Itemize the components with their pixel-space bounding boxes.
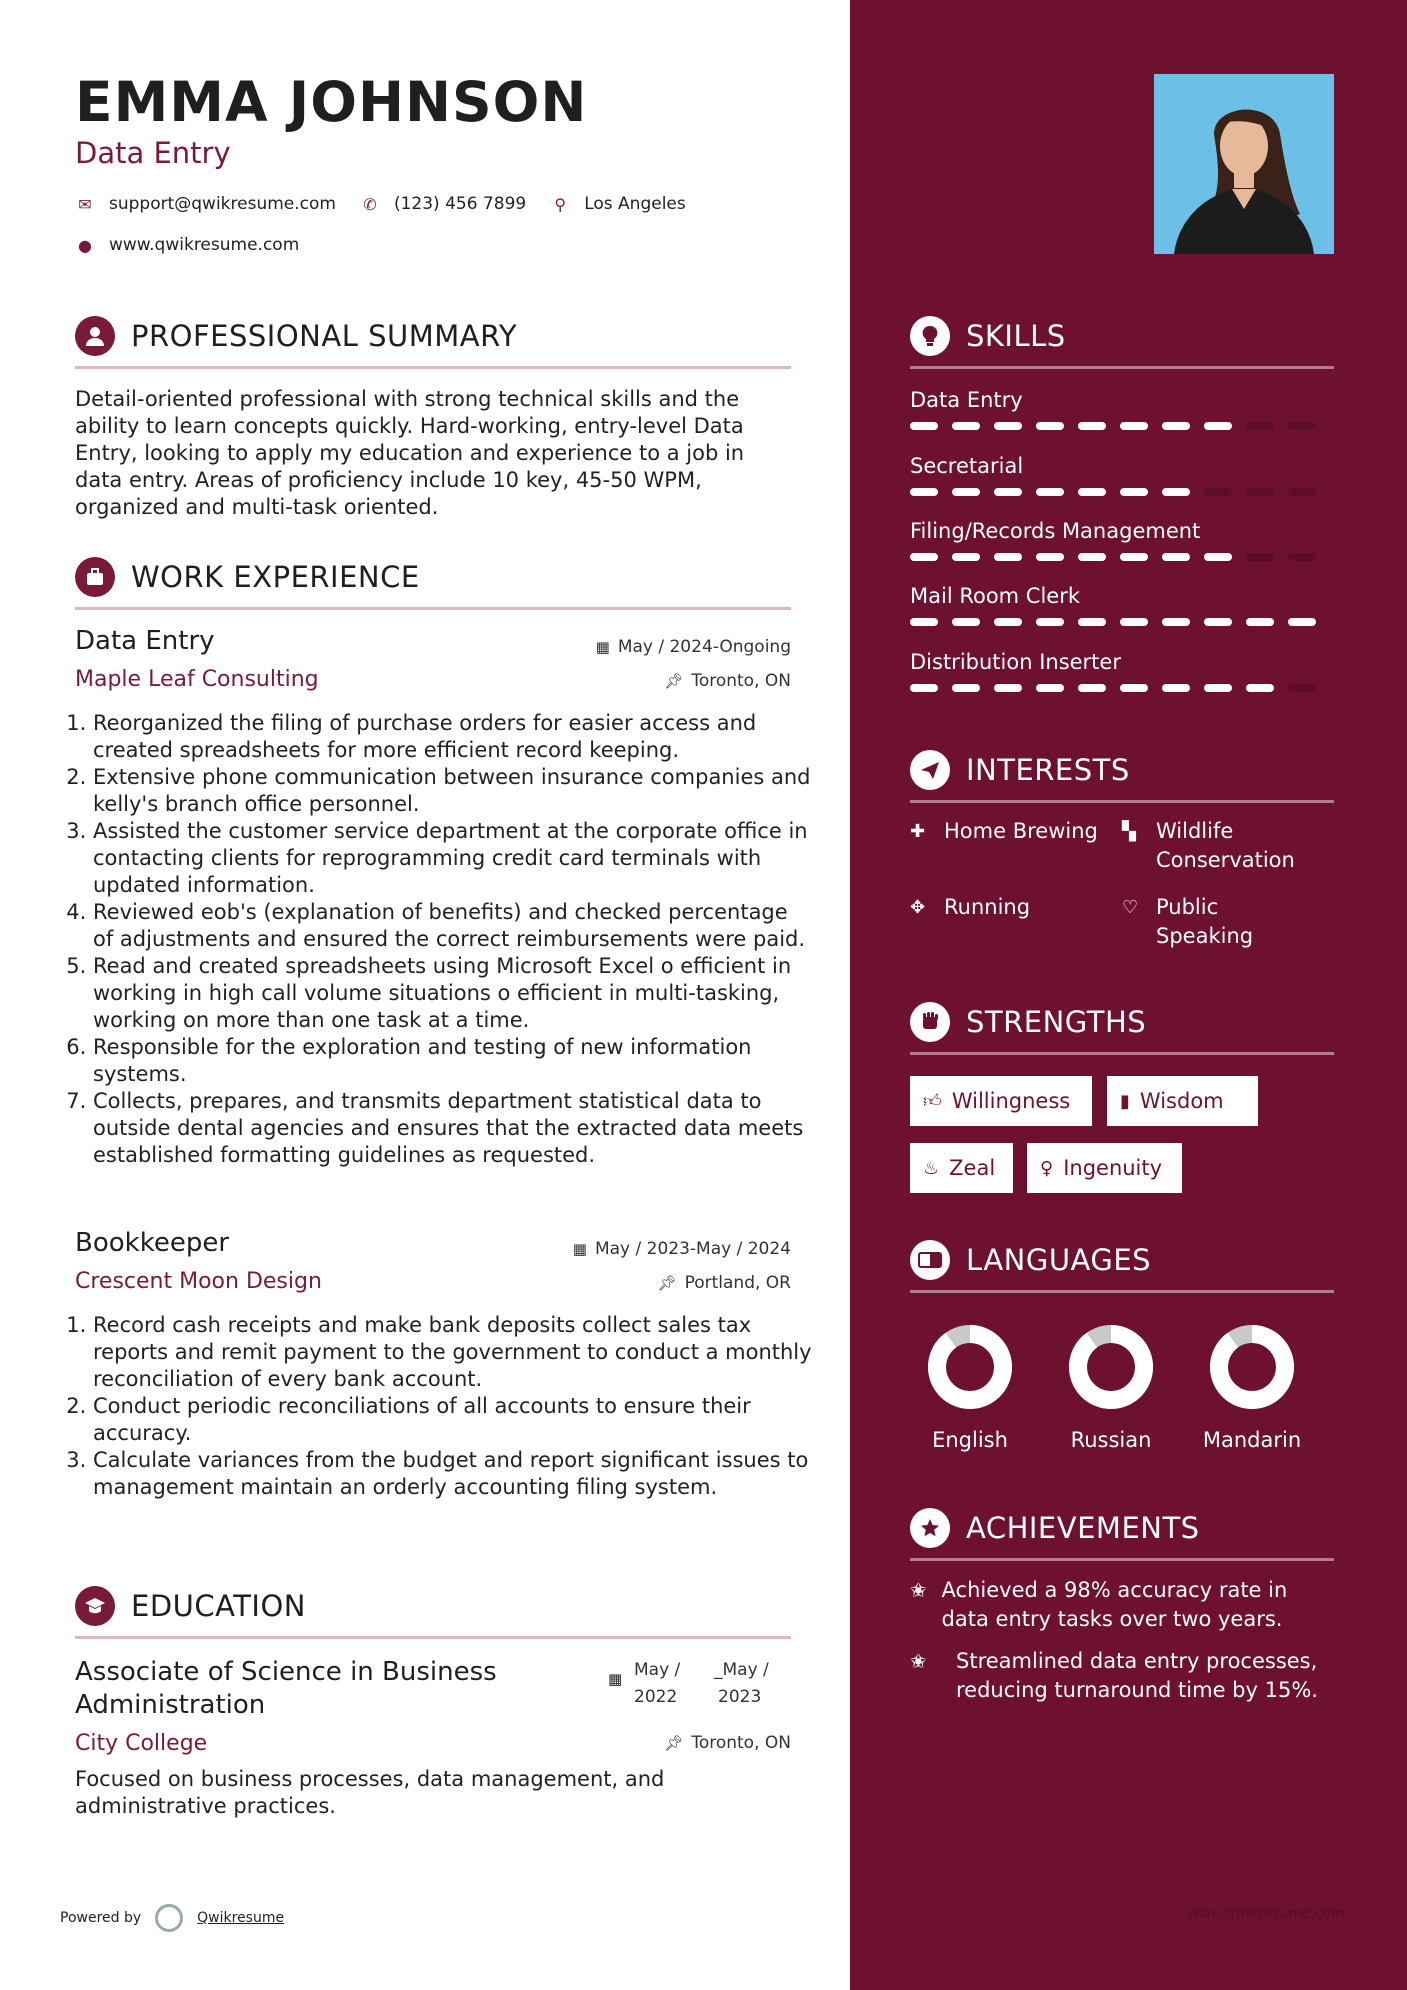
skill-level-dash	[952, 618, 980, 626]
calendar-icon: ▦	[595, 638, 610, 656]
summary-text: Detail-oriented professional with strong technical skills and the ability to learn concepts quickly. Hard-working, entry-level Data Entry, looking to apply my education and experience to a job in data entry. Areas of proficiency include 10 key, 45-50 WPM, organized and multi-task oriented.	[75, 387, 745, 519]
interest-label: Wildlife Conservation	[1156, 819, 1295, 872]
achievements-section-header	[910, 1508, 1334, 1561]
interest-item	[1122, 817, 1332, 875]
achievement-item	[910, 1647, 1340, 1705]
language-item	[1182, 1322, 1322, 1452]
education-section-header	[75, 1586, 791, 1639]
phone: (123) 456 7899	[393, 194, 527, 214]
job-title: Bookkeeper	[75, 1228, 230, 1258]
skill-level-dash	[1078, 488, 1106, 496]
footer-site: www.qwikresume.com	[1188, 1906, 1345, 1922]
strength-label: Zeal	[949, 1156, 996, 1180]
star-icon: ✬	[910, 1578, 927, 1602]
job-location-text: Toronto, ON	[691, 671, 791, 691]
section-divider	[75, 607, 791, 610]
strength-tag	[1027, 1143, 1182, 1193]
award-star-icon	[910, 1508, 950, 1548]
skill-level-bar	[910, 553, 1334, 561]
list-item: 5. Read and created spreadsheets using Microsoft Excel o efficient in working in high call volume situations o efficient in multi-tasking, working on more than one task at a time.	[93, 953, 813, 1034]
skill-level-dash	[1204, 422, 1232, 430]
job-location	[664, 671, 791, 691]
edu-end-line-2: 2023	[718, 1687, 762, 1707]
section-divider	[910, 1558, 1334, 1561]
list-item: 4. Reviewed eob's (explanation of benefits) and checked percentage of adjustments and ensured the correct reimbursements were paid.	[93, 899, 813, 953]
strength-tag	[1107, 1076, 1258, 1126]
job-company: Maple Leaf Consulting	[75, 667, 319, 692]
calendar-icon: ▦	[608, 1670, 623, 1688]
skill-name: Filing/Records Management	[910, 519, 1201, 543]
pin-icon: 📌︎	[657, 1274, 677, 1292]
skill-level-dash	[952, 684, 980, 692]
skill-level-bar	[910, 488, 1334, 496]
skill-level-dash	[1036, 553, 1064, 561]
book-icon: ▮	[1120, 1090, 1130, 1112]
edu-description: Focused on business processes, data management, and administrative practices.	[75, 1767, 665, 1818]
strength-label: Willingness	[951, 1089, 1071, 1113]
summary-section-header	[75, 316, 791, 369]
achievement-text: Achieved a 98% accuracy rate in data entry tasks over two years.	[941, 1578, 1288, 1631]
skill-level-dash	[1204, 488, 1232, 496]
skill-level-dash	[994, 553, 1022, 561]
language-name: Russian	[1070, 1428, 1152, 1452]
language-level-donut	[1066, 1322, 1156, 1412]
skill-item	[910, 519, 1334, 561]
strengths-title: STRENGTHS	[966, 1005, 1147, 1039]
degree: Associate of Science in Business Administration	[75, 1657, 497, 1720]
list-item: 7. Collects, prepares, and transmits department statistical data to outside dental agencies and ensures that the extracted data meets established formatting guidelines as requested.	[93, 1088, 813, 1169]
skill-level-dash	[1246, 684, 1274, 692]
list-item: 6. Responsible for the exploration and testing of new information systems.	[93, 1034, 813, 1088]
interest-label: Running	[944, 895, 1031, 919]
edu-location-text: Toronto, ON	[691, 1733, 791, 1753]
education-title: EDUCATION	[131, 1589, 307, 1623]
skill-level-dash	[1120, 684, 1148, 692]
language-name: English	[932, 1428, 1008, 1452]
language-icon	[910, 1240, 950, 1280]
footer	[60, 1904, 284, 1932]
location: Los Angeles	[584, 194, 686, 214]
skill-level-dash	[1162, 422, 1190, 430]
skill-item	[910, 454, 1334, 496]
achievement-text: Streamlined data entry processes, reducing turnaround time by 15%.	[956, 1649, 1318, 1702]
strength-label: Ingenuity	[1063, 1156, 1163, 1180]
list-item: 3. Calculate variances from the budget and report significant issues to management maintain an orderly accounting filing system.	[93, 1447, 813, 1501]
skills-section-header	[910, 316, 1334, 369]
skill-level-dash	[1078, 422, 1106, 430]
skill-level-dash	[1204, 618, 1232, 626]
edu-end-date	[714, 1657, 769, 1711]
lightbulb-icon: ♀	[1040, 1157, 1054, 1179]
qwikresume-logo-icon	[155, 1904, 183, 1932]
phone-icon: ✆	[363, 194, 377, 214]
skill-level-dash	[1246, 422, 1274, 430]
job-date	[596, 637, 791, 657]
skill-name: Mail Room Clerk	[910, 584, 1081, 608]
skill-level-dash	[1162, 488, 1190, 496]
fire-icon: ♨	[923, 1157, 940, 1179]
pin-icon: 📌︎	[664, 1734, 684, 1752]
skill-level-dash	[1246, 553, 1274, 561]
user-icon	[75, 316, 115, 356]
skill-level-dash	[1036, 488, 1064, 496]
skill-level-dash	[1120, 618, 1148, 626]
skills-title: SKILLS	[966, 319, 1066, 353]
skill-level-dash	[994, 488, 1022, 496]
language-item	[1041, 1322, 1181, 1452]
summary-title: PROFESSIONAL SUMMARY	[131, 319, 518, 353]
skill-level-dash	[994, 422, 1022, 430]
section-divider	[910, 1290, 1334, 1293]
skill-level-dash	[1204, 684, 1232, 692]
list-item: 1. Reorganized the filing of purchase orders for easier access and created spreadsheets for more efficient record keeping.	[93, 710, 813, 764]
candidate-name: EMMA JOHNSON	[75, 70, 588, 134]
experience-section-header	[75, 557, 791, 610]
strength-label: Wisdom	[1139, 1089, 1224, 1113]
school: City College	[75, 1731, 208, 1756]
language-level-donut	[1207, 1322, 1297, 1412]
job-bullets	[75, 710, 813, 1169]
skill-level-dash	[1288, 488, 1316, 496]
website-row	[75, 235, 323, 255]
skill-level-dash	[1288, 684, 1316, 692]
pin-icon: 📌︎	[664, 672, 684, 690]
section-divider	[910, 800, 1334, 803]
skill-level-dash	[1162, 684, 1190, 692]
strength-tag	[910, 1143, 1013, 1193]
achievement-item	[910, 1576, 1340, 1634]
skill-level-dash	[952, 553, 980, 561]
job-title: Data Entry	[75, 626, 215, 656]
interest-label: Home Brewing	[944, 819, 1098, 843]
brand-link[interactable]: Qwikresume	[197, 1910, 285, 1926]
edu-location	[664, 1733, 791, 1753]
candidate-role: Data Entry	[75, 136, 231, 170]
lightbulb-icon	[910, 316, 950, 356]
skill-level-dash	[994, 684, 1022, 692]
contact-row	[75, 194, 710, 214]
skill-level-dash	[952, 488, 980, 496]
envelope-icon: ✉	[78, 194, 92, 214]
skill-level-dash	[1120, 553, 1148, 561]
interest-item	[910, 817, 1110, 846]
puzzle-icon: ✚	[910, 821, 926, 842]
section-divider	[75, 366, 791, 369]
skill-level-dash	[1078, 684, 1106, 692]
skill-level-bar	[910, 422, 1334, 430]
skill-level-dash	[1288, 553, 1316, 561]
skill-level-dash	[1246, 618, 1274, 626]
fist-icon	[910, 1002, 950, 1042]
languages-section-header	[910, 1240, 1334, 1293]
skill-item	[910, 650, 1334, 692]
puzzle-icon: ▚	[1122, 821, 1136, 842]
skill-level-dash	[1204, 553, 1232, 561]
graduation-icon	[75, 1586, 115, 1626]
interests-title: INTERESTS	[966, 753, 1130, 787]
job-date	[573, 1239, 791, 1259]
skill-level-dash	[952, 422, 980, 430]
list-item: 2. Extensive phone communication between insurance companies and kelly's branch office personnel.	[93, 764, 813, 818]
skill-level-dash	[1078, 618, 1106, 626]
skill-level-dash	[1036, 618, 1064, 626]
language-name: Mandarin	[1202, 1428, 1302, 1452]
job-location-text: Portland, OR	[684, 1273, 791, 1293]
website[interactable]: www.qwikresume.com	[109, 235, 300, 255]
job-company: Crescent Moon Design	[75, 1269, 322, 1294]
skill-level-dash	[1288, 422, 1316, 430]
skill-name: Distribution Inserter	[910, 650, 1121, 674]
skill-level-dash	[910, 618, 938, 626]
section-divider	[910, 1052, 1334, 1055]
language-level-donut	[925, 1322, 1015, 1412]
skill-name: Secretarial	[910, 454, 1024, 478]
skill-level-dash	[910, 422, 938, 430]
job-date-text: May / 2023-May / 2024	[594, 1239, 791, 1259]
job-date-text: May / 2024-Ongoing	[617, 637, 791, 657]
location-pin-icon: ⚲	[554, 194, 567, 214]
heartbeat-icon: ♡	[1122, 897, 1139, 918]
section-divider	[75, 1636, 791, 1639]
experience-title: WORK EXPERIENCE	[131, 560, 420, 594]
section-divider	[910, 366, 1334, 369]
briefcase-icon	[75, 557, 115, 597]
powered-by: Powered by	[60, 1910, 142, 1926]
skill-level-dash	[1078, 553, 1106, 561]
language-item	[900, 1322, 1040, 1452]
skill-level-dash	[1036, 422, 1064, 430]
skill-level-dash	[910, 553, 938, 561]
thumbs-up-icon: 👍︎	[923, 1091, 942, 1112]
calendar-icon: ▦	[572, 1240, 587, 1258]
skill-level-dash	[1120, 422, 1148, 430]
skill-level-dash	[1162, 553, 1190, 561]
paw-icon: ✥	[910, 897, 926, 918]
skill-level-dash	[910, 488, 938, 496]
skill-level-dash	[1036, 684, 1064, 692]
skill-level-bar	[910, 618, 1334, 626]
profile-photo	[1154, 74, 1334, 254]
edu-end-line-1: _May /	[714, 1660, 769, 1680]
list-item: 3. Assisted the customer service department at the corporate office in contacting clients for reprogramming credit card terminals with updated information.	[93, 818, 813, 899]
skill-level-dash	[1288, 618, 1316, 626]
skill-level-dash	[1120, 488, 1148, 496]
skill-item	[910, 584, 1334, 626]
job-location	[658, 1273, 791, 1293]
interest-item	[910, 893, 1110, 922]
strengths-section-header	[910, 1002, 1334, 1055]
skill-item	[910, 388, 1334, 430]
strength-tag	[910, 1076, 1092, 1126]
paper-plane-icon	[910, 750, 950, 790]
languages-title: LANGUAGES	[966, 1243, 1152, 1277]
achievements-title: ACHIEVEMENTS	[966, 1511, 1200, 1545]
list-item: 2. Conduct periodic reconciliations of all accounts to ensure their accuracy.	[93, 1393, 813, 1447]
job-bullets	[75, 1312, 813, 1501]
list-item: 1. Record cash receipts and make bank deposits collect sales tax reports and remit payment to the government to conduct a monthly reconciliation of every bank account.	[93, 1312, 813, 1393]
edu-start-date	[634, 1657, 680, 1711]
skill-level-dash	[994, 618, 1022, 626]
star-icon: ✬	[910, 1649, 927, 1673]
skill-name: Data Entry	[910, 388, 1023, 412]
globe-icon: ●	[78, 235, 92, 255]
skill-level-bar	[910, 684, 1334, 692]
email[interactable]: support@qwikresume.com	[109, 194, 336, 214]
edu-start-line-1: May /	[634, 1660, 681, 1680]
skill-level-dash	[910, 684, 938, 692]
interest-item	[1122, 893, 1332, 951]
interests-section-header	[910, 750, 1334, 803]
skill-level-dash	[1162, 618, 1190, 626]
edu-start-line-2: 2022	[634, 1687, 678, 1707]
interest-label: Public Speaking	[1156, 895, 1254, 948]
skill-level-dash	[1246, 488, 1274, 496]
